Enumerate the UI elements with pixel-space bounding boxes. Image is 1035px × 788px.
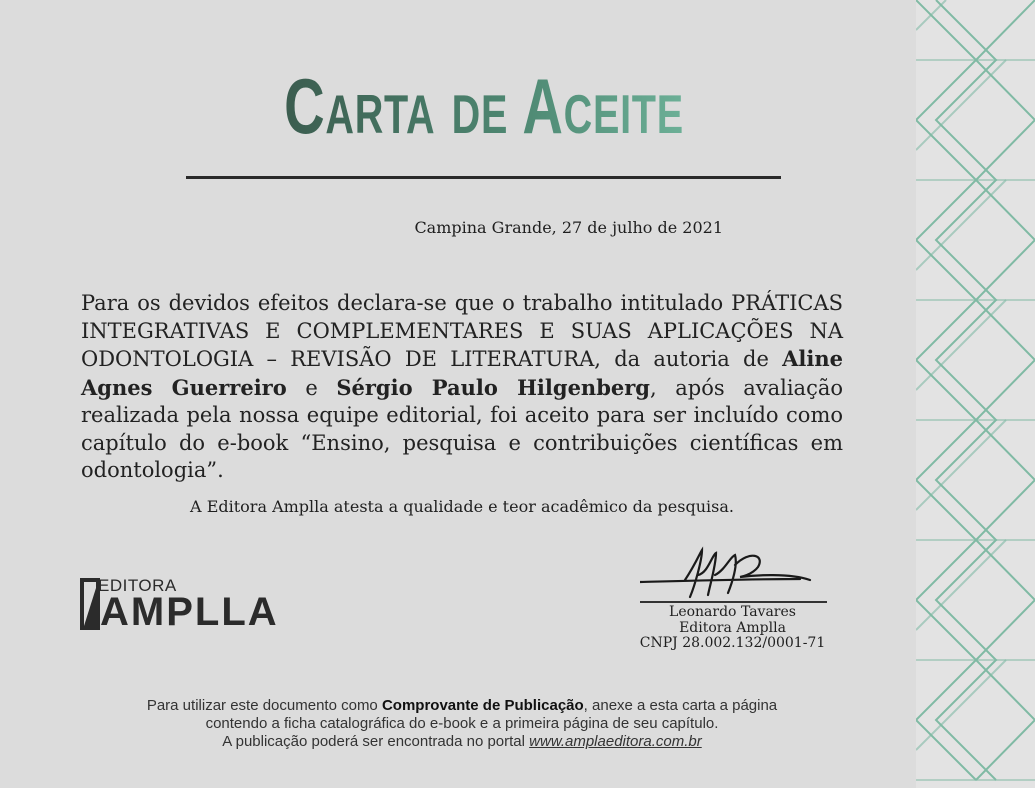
footer-line-2: contendo a ficha catalográfica do e-book e a primeira página de seu capítulo. (205, 715, 719, 732)
footer-line-1-post: , anexe a esta carta a página (583, 697, 778, 714)
attestation-text: A Editora Amplla atesta a qualidade e teor acadêmico da pesquisa. (190, 497, 734, 516)
footer-note (81, 697, 843, 751)
decorative-side-pattern (916, 0, 1035, 788)
footer-line-1-pre: Para utilizar este documento como (146, 697, 382, 714)
logo-mark-icon (80, 578, 100, 630)
editora-ampla-logo (80, 576, 279, 634)
author-2: Sérgio Paulo Hilgenberg (336, 374, 650, 400)
portal-link[interactable]: www.amplaeditora.com.br (529, 733, 702, 750)
body-conjunction: e (286, 375, 337, 400)
logo-small-text: EDITORA (98, 576, 177, 595)
body-intro: Para os devidos efeitos declara-se que o trabalho intitulado PRÁTICAS INTEGRATIVAS E COMPLEMENTARES E SUAS APLICAÇÕES NA ODONTOLOGIA – REVISÃO DE LITERATURA, da autoria de (81, 291, 843, 371)
signatory-organization: Editora Amplla (679, 620, 786, 636)
letter-date: Campina Grande, 27 de julho de 2021 (414, 218, 723, 237)
footer-line-3 (81, 733, 843, 751)
signature-line (640, 601, 827, 603)
handwritten-signature (640, 545, 830, 605)
footer-line-1 (81, 697, 843, 715)
signatory-name: Leonardo Tavares (669, 604, 796, 620)
author-1: Aline Agnes Guerreiro (81, 346, 843, 400)
letter-body (81, 290, 843, 485)
title-divider (186, 176, 781, 179)
footer-proof-label: Comprovante de Publicação (381, 697, 584, 714)
geometric-pattern-icon (916, 0, 1035, 788)
body-conclusion: , após avaliação realizada pela nossa equipe editorial, foi aceito para ser incluído como capítulo do e-book “Ensino, pesquisa e contribuições científicas em odontologia”. (81, 375, 843, 482)
logo-big-text: AMPLLA (100, 590, 279, 634)
page-title: Carta de Aceite (269, 58, 698, 154)
signatory-cnpj: CNPJ 28.002.132/0001-71 (639, 635, 826, 651)
footer-line-3-pre: A publicação poderá ser encontrada no portal (222, 733, 530, 750)
